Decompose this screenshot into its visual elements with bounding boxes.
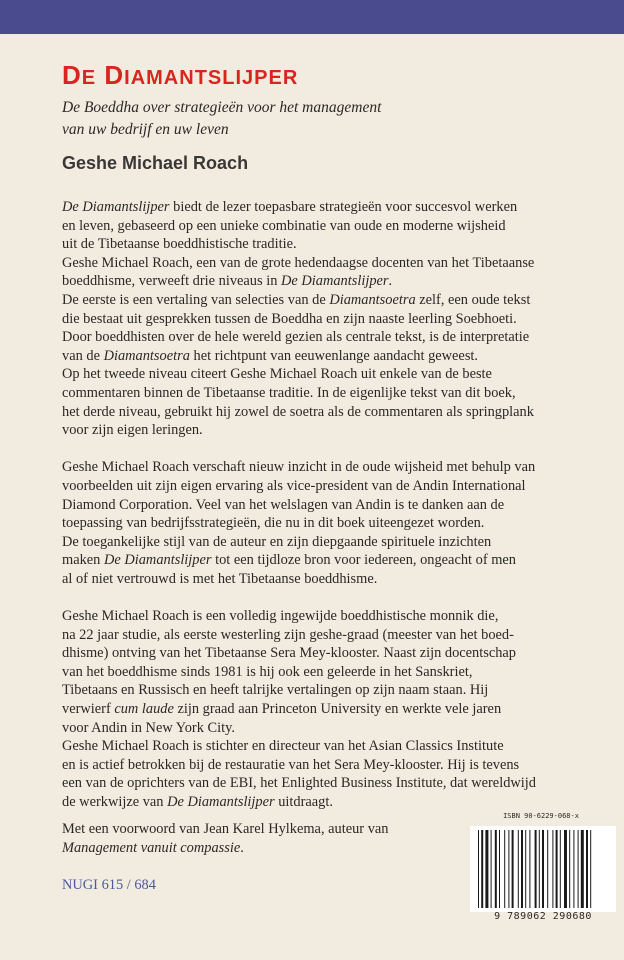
subtitle-line: De Boeddha over strategieën voor het management <box>62 99 382 116</box>
barcode-digits: 9 789062 290680 <box>494 911 592 922</box>
barcode <box>470 826 616 912</box>
barcode-bar <box>581 830 584 908</box>
barcode-bar <box>508 830 509 908</box>
top-color-band <box>0 0 624 34</box>
barcode-bar <box>552 830 553 908</box>
barcode-bar <box>521 830 523 908</box>
nugi-code: NUGI 615 / 684 <box>62 877 156 893</box>
barcode-bar <box>495 830 497 908</box>
barcode-bar <box>535 830 537 908</box>
blurb-paragraph-2: Geshe Michael Roach verschaft nieuw inzicht in de oude wijsheid met behulp van voorbeelden uit zijn eigen ervaring als vice-president van de Andin International Diamond Corporation. Veel van het welslagen van Andin is te danken aan de toepassing van bedrijfsstrategieën, die nu in dit boek uiteengezet worden. De toegankelijke stijl van de auteur en zijn diepgaande spirituele inzichten maken De Diamantslijper tot een tijdloze bron voor iedereen, ongeacht of men al of niet vertrouwd is met het Tibetaanse boeddhisme. <box>62 459 536 587</box>
barcode-bar <box>547 830 548 908</box>
barcode-bar <box>556 830 558 908</box>
isbn-label: ISBN 90-6229-068-x <box>503 812 579 820</box>
foreword-note: Met een voorwoord van Jean Karel Hylkema, auteur van Management vanuit compassie. <box>62 821 389 856</box>
barcode-bar <box>578 830 579 908</box>
book-title: DE DIAMANTSLIJPER <box>62 60 299 90</box>
author-name: Geshe Michael Roach <box>62 153 249 173</box>
barcode-bar <box>560 830 561 908</box>
subtitle-line: van uw bedrijf en uw leven <box>62 121 229 138</box>
barcode-bar <box>504 830 505 908</box>
barcode-bar <box>478 830 479 908</box>
blurb-text <box>62 198 622 812</box>
barcode-bar <box>542 830 544 908</box>
barcode-bar <box>481 830 483 908</box>
barcode-icon <box>476 830 610 910</box>
barcode-bar <box>499 830 500 908</box>
barcode-bar <box>573 830 574 908</box>
barcode-bar <box>485 830 488 908</box>
barcode-bar <box>590 830 591 908</box>
blurb-paragraph-3: Geshe Michael Roach is een volledig ingewijde boeddhistische monnik die, na 22 jaar studie, als eerste westerling zijn geshe-graad (meester van het boed- dhisme) ontving van het Tibetaanse Sera Mey-klooster. Naast zijn docentschap van het boeddhisme sinds 1981 is hij ook een geleerde in het Sanskriet, Tibetaans en Russisch en heeft talrijke vertalingen op zijn naam staan. Hij verwierf cum laude zijn graad aan Princeton University en werkte vele jaren voor Andin in New York City. Geshe Michael Roach is stichter en directeur van het Asian Classics Institute en is actief betrokken bij de restauratie van het Sera Mey-klooster. Hij is tevens een van de oprichters van de EBI, het Enlighted Business Institute, dat wereldwijd de werkwijze van De Diamantslijper uitdraagt. <box>62 608 536 810</box>
barcode-bar <box>518 830 519 908</box>
barcode-bar <box>569 830 570 908</box>
barcode-bar <box>512 830 514 908</box>
blurb-paragraph-1: De Diamantslijper biedt de lezer toepasbare strategieën voor succesvol werken en leven, gebaseerd op een unieke combinatie van oude en moderne wijsheid uit de Tibetaanse boeddhistische traditie. Geshe Michael Roach, een van de grote hedendaagse docenten van het Tibetaanse boeddhisme, verweeft drie niveaus in De Diamantslijper. De eerste is een vertaling van selecties van de Diamantsoetra zelf, een oude tekst die bestaat uit gesprekken tussen de Boeddha en zijn naaste leerling Soebhoeti. Door boeddhisten over de hele wereld gezien als centrale tekst, is de interpretatie van de Diamantsoetra het richtpunt van eeuwenlange aandacht geweest. Op het tweede niveau citeert Geshe Michael Roach uit enkele van de beste commentaren binnen de Tibetaanse traditie. In de eigenlijke tekst van dit boek, het derde niveau, gebruikt hij zowel de soetra als de commentaren als springplank voor zijn eigen leringen. <box>62 199 535 439</box>
barcode-bar <box>564 830 567 908</box>
barcode-bar <box>586 830 588 908</box>
barcode-bar <box>491 830 492 908</box>
barcode-bar <box>529 830 530 908</box>
barcode-bar <box>539 830 540 908</box>
book-subtitle <box>62 97 542 141</box>
barcode-bar <box>525 830 526 908</box>
